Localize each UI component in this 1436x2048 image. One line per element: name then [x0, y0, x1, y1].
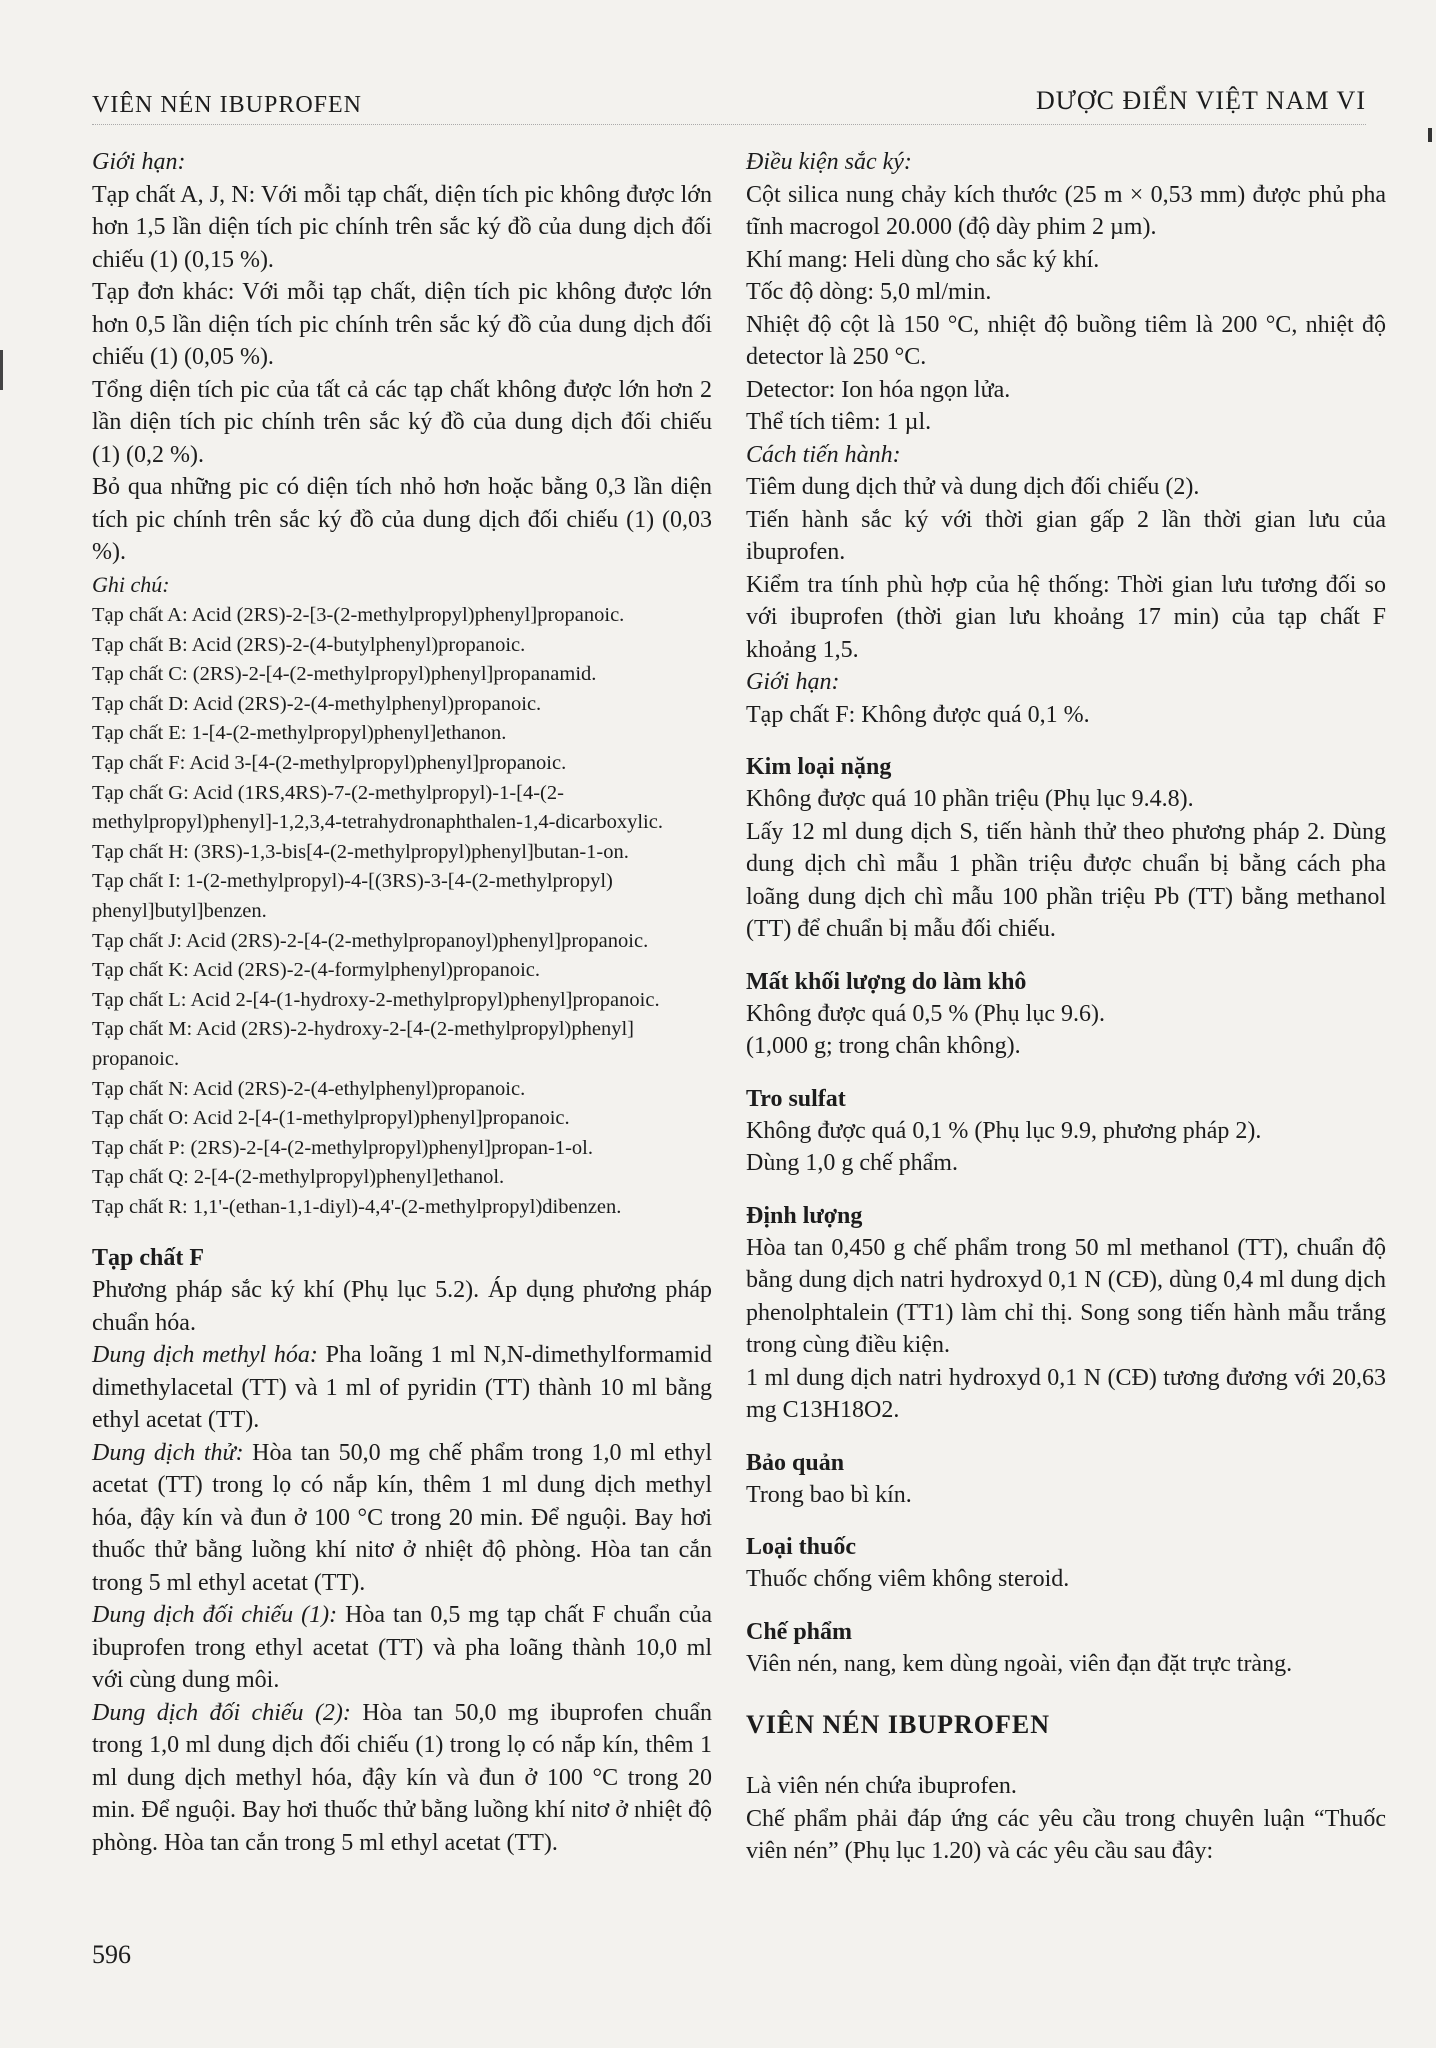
running-header-title: VIÊN NÉN IBUPROFEN [92, 92, 362, 118]
impurity-note: Tạp chất E: 1-[4-(2-methylpropyl)phenyl]ethanon. [92, 722, 507, 745]
impurity-note: Tạp chất D: Acid (2RS)-2-(4-methylphenyl)propanoic. [92, 692, 542, 715]
condition-line: Khí mang: Heli dùng cho sắc ký khí. [746, 246, 1100, 273]
section-heading-drug-class: Loại thuốc [746, 1534, 857, 1560]
page-number: 596 [92, 1940, 131, 1969]
methylation-solution-label: Dung dịch methyl hóa: [92, 1342, 318, 1369]
drug-class-line: Thuốc chống viêm không steroid. [746, 1566, 1070, 1592]
scan-edge-mark [0, 350, 3, 390]
condition-line: Cột silica nung chảy kích thước (25 m × 0,53 mm) được phủ pha tĩnh macrogol 20.000 (độ dày phim 2 µm). [746, 181, 1386, 240]
limit-f-text: Tạp chất F: Không được quá 0,1 %. [746, 701, 1090, 728]
test-solution-text: Hòa tan 50,0 mg chế phẩm trong 1,0 ml ethyl acetat (TT) trong lọ có nắp kín, thêm 1 ml dung dịch methyl hóa, đậy kín và đun ở 100 °C trong 20 min. Để nguội. Bay hơi thuốc thử bằng luồng khí nitơ ở nhiệt độ phòng. Hòa tan cắn trong 5 ml ethyl acetat (TT). [92, 1439, 713, 1596]
impurity-note: Tạp chất K: Acid (2RS)-2-(4-formylphenyl)propanoic. [92, 959, 541, 982]
assay-line: 1 ml dung dịch natri hydroxyd 0,1 N (CĐ) tương đương với 20,63 mg C13H18O2. [746, 1364, 1386, 1423]
impurity-f-intro: Phương pháp sắc ký khí (Phụ lục 5.2). Áp dụng phương pháp chuẩn hóa. [92, 1277, 712, 1336]
reference-solution-2-paragraph [92, 1697, 712, 1860]
impurity-note: Tạp chất N: Acid (2RS)-2-(4-ethylphenyl)propanoic. [92, 1077, 526, 1100]
impurity-notes-list [92, 601, 712, 1222]
chromatography-conditions-label: Điều kiện sắc ký: [746, 149, 912, 175]
running-header-book: DƯỢC ĐIỂN VIỆT NAM VI [1035, 86, 1366, 115]
impurity-note: Tạp chất G: Acid (1RS,4RS)-7-(2-methylpropyl)-1-[4-(2-methylpropyl)phenyl]-1,2,3,4-tetrahydronaphthalen-1,4-dicarboxylic. [92, 781, 663, 834]
limit-paragraph: Tạp đơn khác: Với mỗi tạp chất, diện tích pic không được lớn hơn 0,5 lần diện tích pic chính trên sắc ký đồ của dung dịch đối chiếu (1) (0,05 %). [92, 279, 712, 370]
section-heading-preparations: Chế phẩm [746, 1618, 853, 1645]
impurity-note: Tạp chất P: (2RS)-2-[4-(2-methylpropyl)phenyl]propan-1-ol. [92, 1136, 593, 1159]
section-heading-heavy-metals: Kim loại nặng [746, 754, 892, 780]
impurity-note: Tạp chất C: (2RS)-2-[4-(2-methylpropyl)phenyl]propanamid. [92, 663, 597, 686]
heavy-metals-line: Không được quá 10 phần triệu (Phụ lục 9.4.8). [746, 786, 1194, 812]
limit-paragraph: Tổng diện tích pic của tất cả các tạp chất không được lớn hơn 2 lần diện tích pic chính trên sắc ký đồ của dung dịch đối chiếu (1) (0,2 %). [92, 376, 712, 468]
impurity-note: Tạp chất A: Acid (2RS)-2-[3-(2-methylpropyl)phenyl]propanoic. [92, 604, 625, 626]
procedure-line: Tiêm dung dịch thử và dung dịch đối chiếu (2). [746, 474, 1200, 500]
heavy-metals-line: Lấy 12 ml dung dịch S, tiến hành thử theo phương pháp 2. Dùng dung dịch chì mẫu 1 phần triệu được chuẩn bị bằng cách pha loãng dung dịch chì mẫu 100 phần triệu Pb (TT) bằng methanol (TT) để chuẩn bị mẫu đối chiếu. [746, 818, 1386, 942]
reference-solution-2-label: Dung dịch đối chiếu (2): [92, 1699, 351, 1726]
impurity-note: Tạp chất L: Acid 2-[4-(1-hydroxy-2-methylpropyl)phenyl]propanoic. [92, 988, 660, 1011]
loss-on-drying-line: (1,000 g; trong chân không). [746, 1033, 1021, 1059]
test-solution-paragraph [92, 1437, 712, 1600]
procedure-label: Cách tiến hành: [746, 441, 901, 468]
condition-line: Detector: Ion hóa ngọn lửa. [746, 376, 1011, 403]
reference-solution-1-paragraph [92, 1599, 712, 1697]
header-rule [92, 124, 1366, 125]
procedure-line: Tiến hành sắc ký với thời gian gấp 2 lần thời gian lưu của ibuprofen. [746, 506, 1386, 565]
impurity-note: Tạp chất B: Acid (2RS)-2-(4-butylphenyl)propanoic. [92, 633, 526, 656]
monograph-line: Là viên nén chứa ibuprofen. [746, 1773, 1017, 1799]
procedure-line: Kiểm tra tính phù hợp của hệ thống: Thời gian lưu tương đối so với ibuprofen (thời gian lưu khoảng 17 min) của tạp chất F khoảng 1,5. [746, 571, 1386, 663]
impurity-note: Tạp chất Q: 2-[4-(2-methylpropyl)phenyl]ethanol. [92, 1166, 505, 1189]
left-column [92, 146, 712, 1859]
impurity-note: Tạp chất M: Acid (2RS)-2-hydroxy-2-[4-(2-methylpropyl)phenyl] propanoic. [92, 1018, 634, 1070]
section-heading-storage: Bảo quản [746, 1449, 845, 1476]
right-column [746, 146, 1386, 1868]
section-heading-loss-on-drying: Mất khối lượng do làm khô [746, 968, 1027, 995]
sulfated-ash-line: Không được quá 0,1 % (Phụ lục 9.9, phương pháp 2). [746, 1117, 1262, 1144]
section-heading-impurity-f: Tạp chất F [92, 1245, 205, 1272]
limit-f-label: Giới hạn: [746, 669, 840, 695]
limits-label: Giới hạn: [92, 149, 186, 175]
impurity-note: Tạp chất J: Acid (2RS)-2-[4-(2-methylpropanoyl)phenyl]propanoic. [92, 929, 649, 952]
monograph-line: Chế phẩm phải đáp ứng các yêu cầu trong chuyên luận “Thuốc viên nén” (Phụ lục 1.20) và các yêu cầu sau đây: [746, 1805, 1386, 1864]
notes-label: Ghi chú: [92, 571, 170, 597]
methylation-solution-text: Pha loãng 1 ml N,N-dimethylformamid dimethylacetal (TT) và 1 ml of pyridin (TT) thành 10 ml bằng ethyl acetat (TT). [92, 1342, 712, 1434]
sulfated-ash-line: Dùng 1,0 g chế phẩm. [746, 1150, 958, 1176]
methylation-solution-paragraph [92, 1339, 712, 1437]
reference-solution-2-text: Hòa tan 50,0 mg ibuprofen chuẩn trong 1,0 ml dung dịch đối chiếu (1) trong lọ có nắp kín, thêm 1 ml dung dịch methyl hóa, đậy kín và đun ở 100 °C trong 20 min. Để nguội. Bay hơi thuốc thử bằng luồng khí nitơ ở nhiệt độ phòng. Hòa tan cắn trong 5 ml ethyl acetat (TT). [92, 1699, 712, 1856]
reference-solution-1-text: Hòa tan 0,5 mg tạp chất F chuẩn của ibuprofen trong ethyl acetat (TT) và pha loãng thành 10,0 ml với cùng dung môi. [92, 1602, 712, 1694]
monograph-title: VIÊN NÉN IBUPROFEN [746, 1710, 1051, 1739]
section-heading-assay: Định lượng [746, 1202, 863, 1229]
test-solution-label: Dung dịch thử: [92, 1439, 244, 1466]
impurity-note: Tạp chất H: (3RS)-1,3-bis[4-(2-methylpropyl)phenyl]butan-1-on. [92, 840, 629, 863]
condition-line: Thể tích tiêm: 1 µl. [746, 409, 932, 435]
impurity-note: Tạp chất R: 1,1'-(ethan-1,1-diyl)-4,4'-(2-methylpropyl)dibenzen. [92, 1195, 622, 1218]
reference-solution-1-label: Dung dịch đối chiếu (1): [92, 1602, 338, 1629]
scan-edge-mark [1428, 128, 1432, 142]
limit-paragraph: Tạp chất A, J, N: Với mỗi tạp chất, diện tích pic không được lớn hơn 1,5 lần diện tích pic chính trên sắc ký đồ của dung dịch đối chiếu (1) (0,15 %). [92, 181, 712, 273]
impurity-note: Tạp chất O: Acid 2-[4-(1-methylpropyl)phenyl]propanoic. [92, 1107, 570, 1130]
section-heading-sulfated-ash: Tro sulfat [746, 1085, 846, 1112]
loss-on-drying-line: Không được quá 0,5 % (Phụ lục 9.6). [746, 1000, 1105, 1027]
impurity-note: Tạp chất F: Acid 3-[4-(2-methylpropyl)phenyl]propanoic. [92, 751, 567, 774]
impurity-note: Tạp chất I: 1-(2-methylpropyl)-4-[(3RS)-3-[4-(2-methylpropyl) phenyl]butyl]benzen. [92, 870, 613, 922]
condition-line: Nhiệt độ cột là 150 °C, nhiệt độ buồng tiêm là 200 °C, nhiệt độ detector là 250 °C. [746, 311, 1386, 370]
condition-line: Tốc độ dòng: 5,0 ml/min. [746, 279, 992, 305]
assay-line: Hòa tan 0,450 g chế phẩm trong 50 ml methanol (TT), chuẩn độ bằng dung dịch natri hydroxyd 0,1 N (CĐ), dùng 0,4 ml dung dịch phenolphtalein (TT1) làm chỉ thị. Song song tiến hành mẫu trắng trong cùng điều kiện. [746, 1234, 1386, 1358]
storage-line: Trong bao bì kín. [746, 1481, 912, 1508]
preparations-line: Viên nén, nang, kem dùng ngoài, viên đạn đặt trực tràng. [746, 1650, 1293, 1677]
limit-paragraph: Bỏ qua những pic có diện tích nhỏ hơn hoặc bằng 0,3 lần diện tích pic chính trên sắc ký đồ của dung dịch đối chiếu (1) (0,03 %). [92, 474, 712, 565]
